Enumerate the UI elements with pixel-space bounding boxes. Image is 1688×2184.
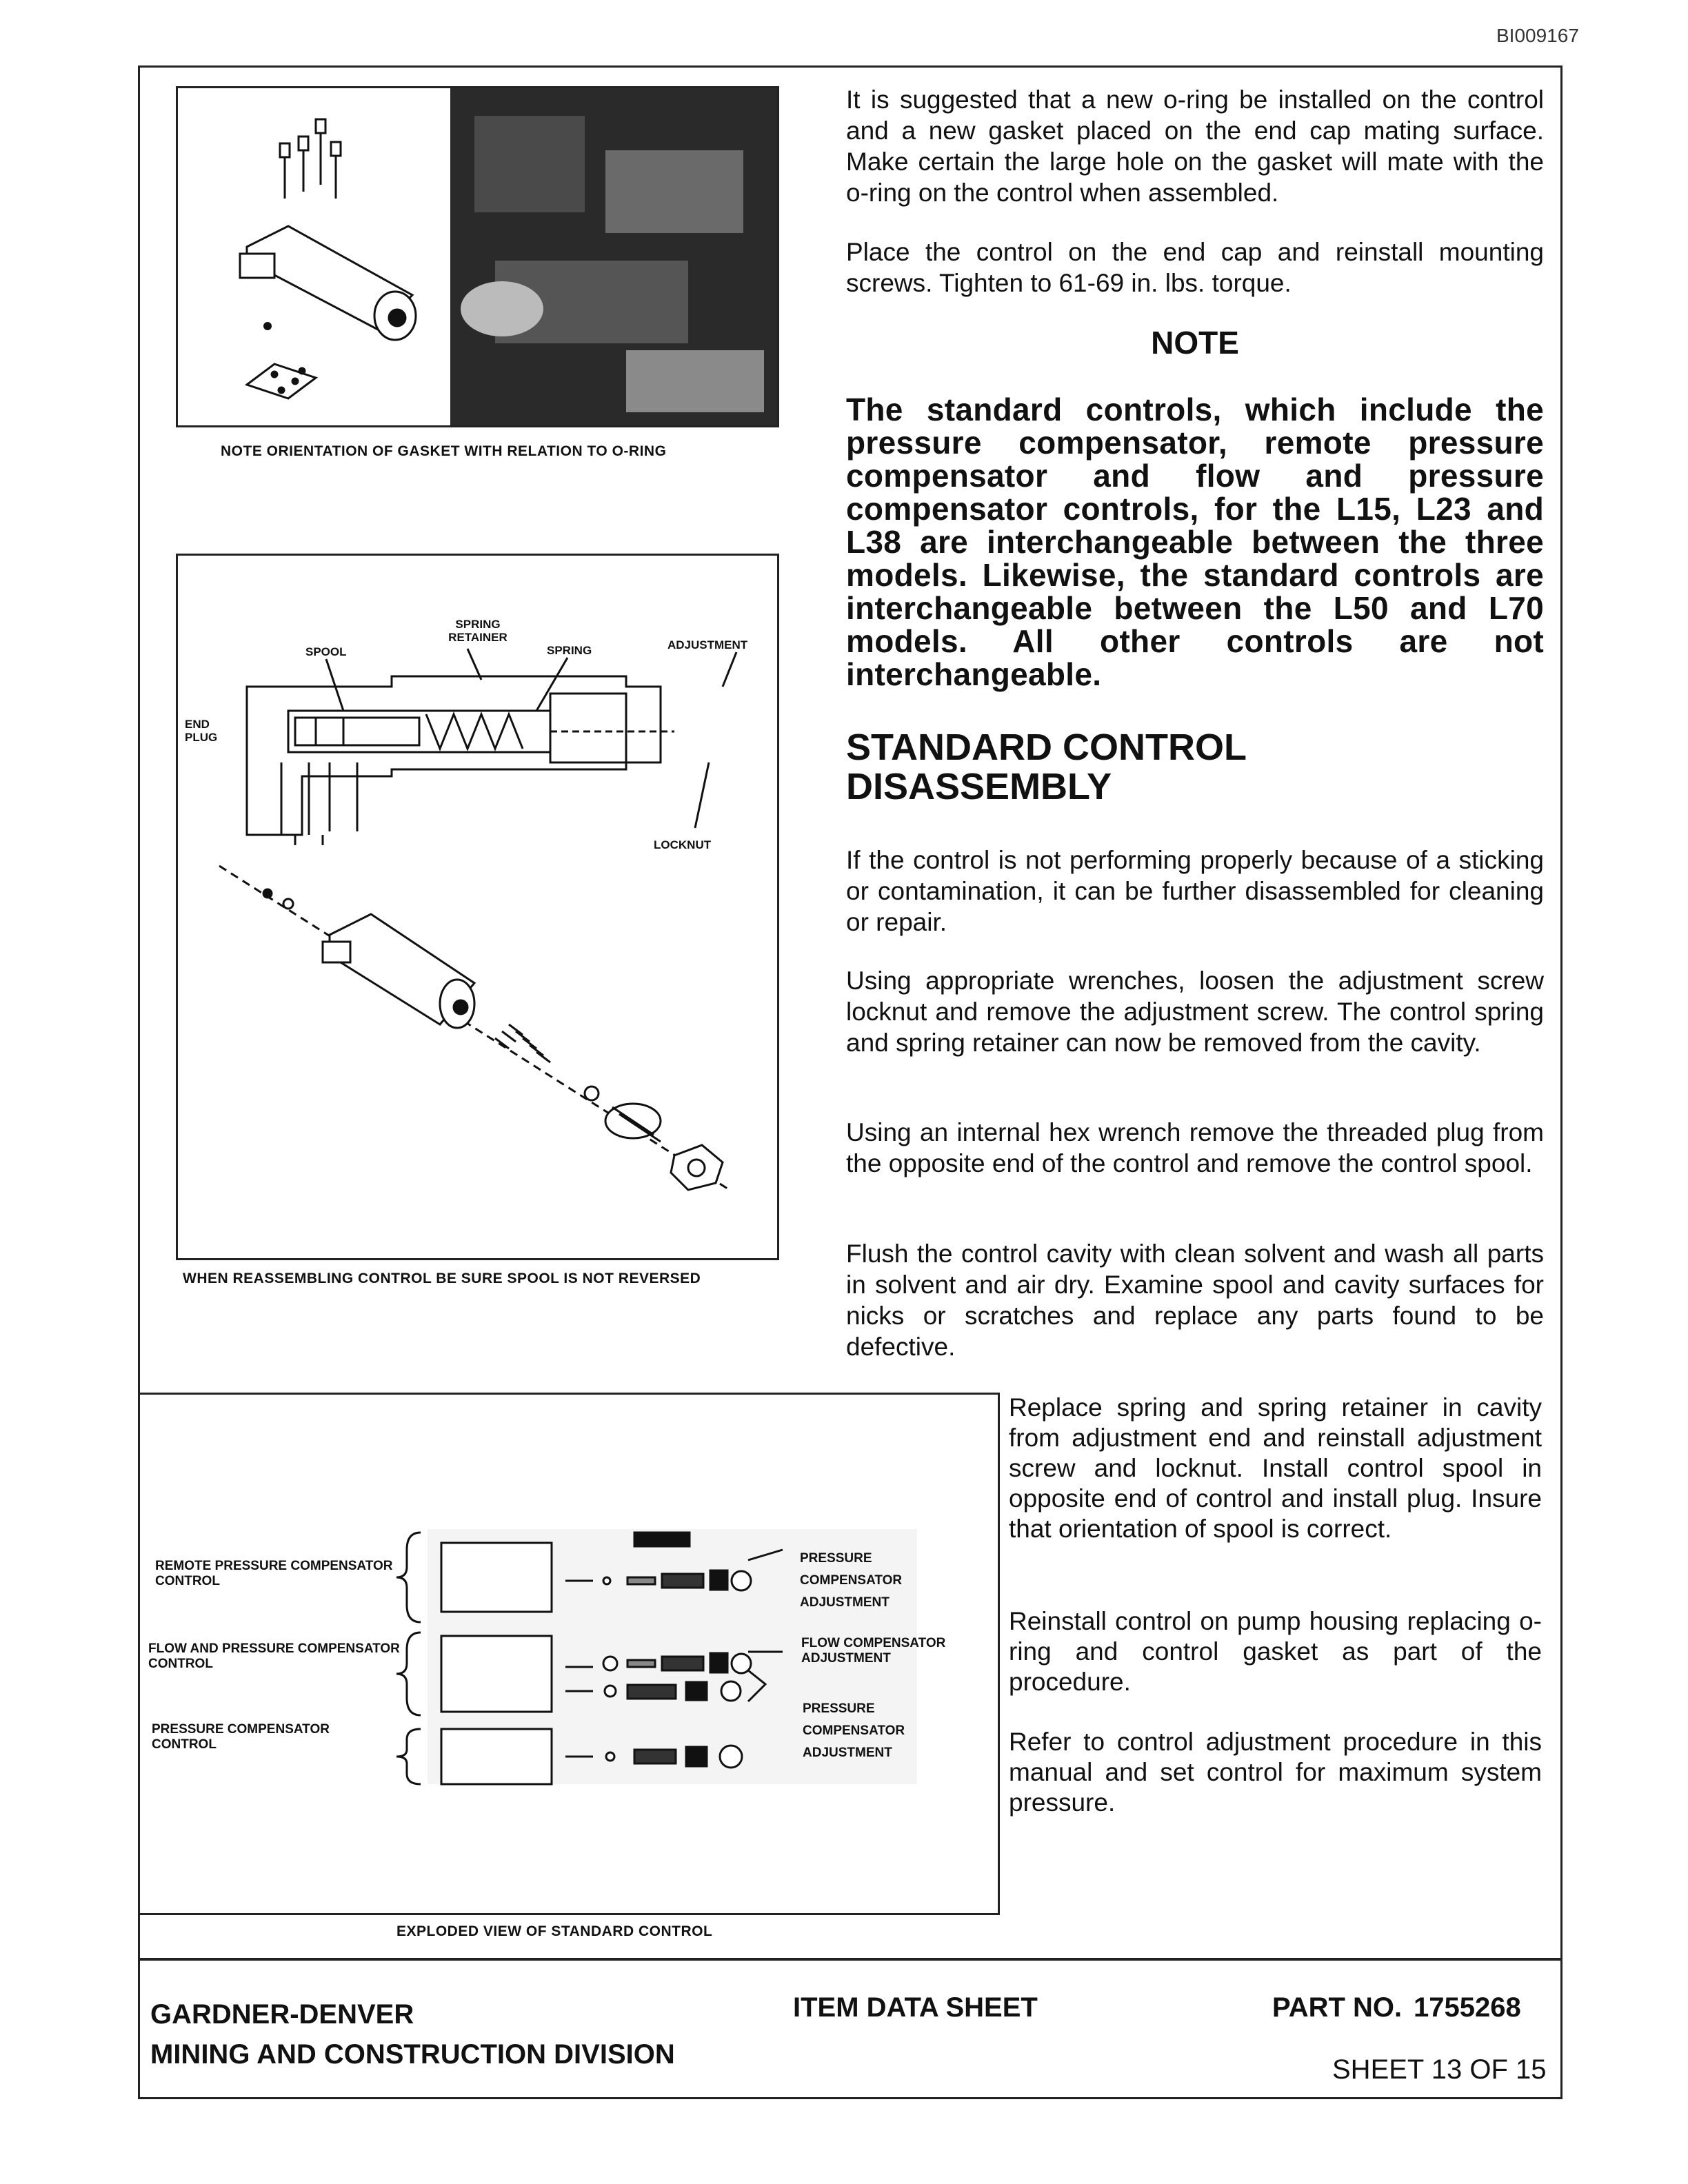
footer-doc-type: ITEM DATA SHEET <box>793 1992 1038 2023</box>
paragraph-place-control: Place the control on the end cap and reinstall mounting screws. Tighten to 61-69 in. lbs. torque. <box>846 238 1544 297</box>
figure2-caption: WHEN REASSEMBLING CONTROL BE SURE SPOOL IS NOT REVERSED <box>183 1271 701 1286</box>
note-body: The standard controls, which include the pressure compensator, remote pressure compensator and flow and pressure compensator controls, for the L15, L23 and L38 are interchangeable between the three models. Likewise, the standard controls are interchangeable between the L50 and L70 models. All other controls are not interchangeable. <box>846 392 1544 692</box>
footer-company: GARDNER-DENVER <box>150 1999 414 2030</box>
label-pressure-compensator-control: PRESSURE COMPENSATOR CONTROL <box>152 1722 330 1752</box>
paragraph-hex-wrench: Using an internal hex wrench remove the threaded plug from the opposite end of the control and remove the control spool. <box>846 1118 1544 1177</box>
label-end-plug: END PLUG <box>185 718 218 744</box>
control-cutaway-figure <box>176 554 779 1260</box>
section-title-line2: DISASSEMBLY <box>846 766 1112 807</box>
paragraph-refer-adjustment: Refer to control adjustment procedure in this manual and set control for maximum system pressure. <box>1009 1728 1542 1817</box>
label-pressure-compensator-adjustment-1: PRESSURE COMPENSATOR ADJUSTMENT <box>800 1551 903 1610</box>
label-spool: SPOOL <box>305 645 347 658</box>
footer-part-label: PART NO. <box>1272 1992 1403 2023</box>
label-locknut: LOCKNUT <box>654 838 712 851</box>
document-id: BI009167 <box>1496 25 1579 46</box>
footer-divider <box>138 1958 1563 1961</box>
paragraph-not-performing: If the control is not performing properly because of a sticking or contamination, it can be further disassembled for cleaning or repair. <box>846 846 1544 936</box>
label-flow-pressure-control: FLOW AND PRESSURE COMPENSATOR CONTROL <box>148 1641 400 1671</box>
gasket-drawing <box>178 88 777 425</box>
footer-division: MINING AND CONSTRUCTION DIVISION <box>150 2039 675 2070</box>
right-leaders <box>745 1529 786 1791</box>
label-spring-retainer: SPRING RETAINER <box>448 618 508 644</box>
label-pressure-compensator-adjustment-2: PRESSURE COMPENSATOR ADJUSTMENT <box>803 1701 905 1760</box>
paragraph-reinstall: Reinstall control on pump housing replacing o-ring and control gasket as part of the procedure. <box>1009 1607 1542 1696</box>
label-spring: SPRING <box>547 644 592 657</box>
cutaway-drawing <box>178 556 777 1258</box>
figure1-caption: NOTE ORIENTATION OF GASKET WITH RELATION TO O-RING <box>221 443 667 459</box>
footer-sheet: SHEET 13 OF 15 <box>1332 2054 1547 2085</box>
footer-part-number: 1755268 <box>1414 1992 1521 2023</box>
label-remote-pressure-control: REMOTE PRESSURE COMPENSATOR CONTROL <box>155 1559 393 1588</box>
paragraph-replace-spring: Replace spring and spring retainer in cavity from adjustment end and reinstall adjustment screw and locknut. Install control spool in opposite end of control and install plug. Insure that orientation of spool is correct. <box>1009 1393 1542 1543</box>
note-heading: NOTE <box>1151 325 1239 361</box>
gasket-orientation-figure <box>176 86 779 427</box>
figure3-caption: EXPLODED VIEW OF STANDARD CONTROL <box>396 1923 713 1939</box>
paragraph-oring: It is suggested that a new o-ring be installed on the control and a new gasket placed on the end cap mating surface. Make certain the large hole on the gasket will mate with the o-ring on the control when assembled. <box>846 85 1544 207</box>
exploded-view-figure <box>138 1393 1000 1915</box>
paragraph-wrenches: Using appropriate wrenches, loosen the adjustment screw locknut and remove the adjustment screw. The control spring and spring retainer can now be removed from the cavity. <box>846 967 1544 1057</box>
paragraph-flush: Flush the control cavity with clean solvent and wash all parts in solvent and air dry. Examine spool and cavity surfaces for nicks or scratches and replace any parts found to be defective. <box>846 1240 1544 1361</box>
section-title-line1: STANDARD CONTROL <box>846 727 1247 768</box>
label-adjustment: ADJUSTMENT <box>667 638 748 651</box>
label-flow-compensator-adjustment: FLOW COMPENSATOR ADJUSTMENT <box>801 1636 946 1666</box>
